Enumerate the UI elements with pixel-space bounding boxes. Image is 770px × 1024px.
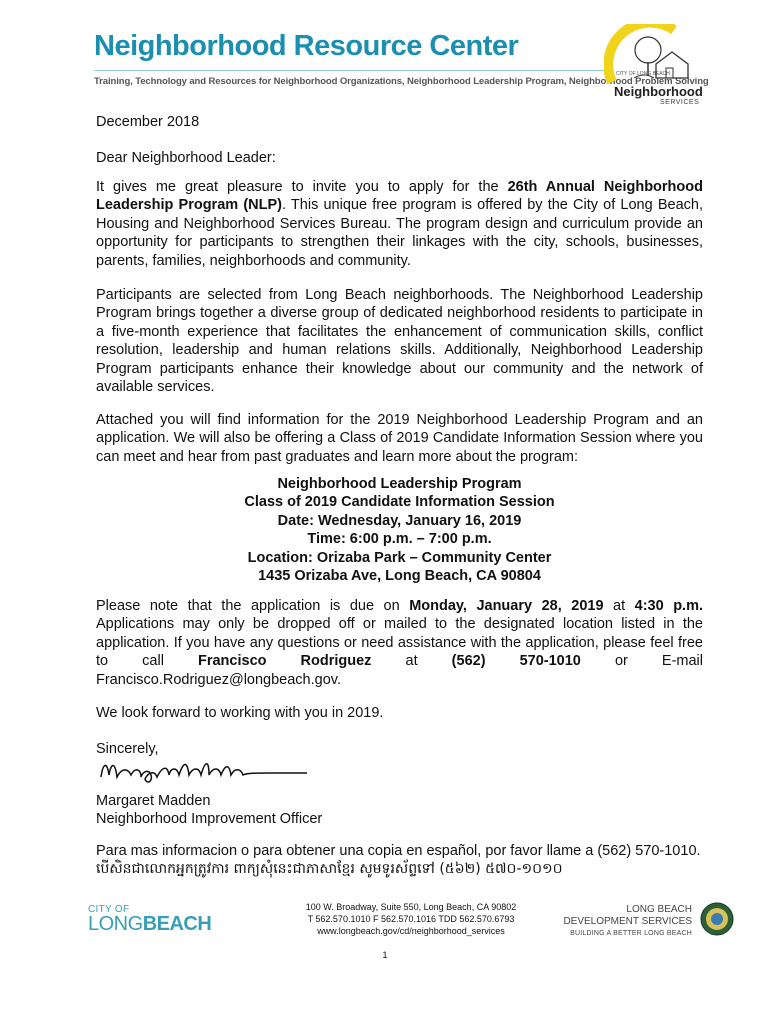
lbds-tagline: BUILDING A BETTER LONG BEACH bbox=[570, 930, 692, 937]
paragraph-intro bbox=[96, 178, 703, 270]
due-date: Monday, January 28, 2019 bbox=[409, 598, 604, 614]
contact-phone: (562) 570-1010 bbox=[451, 653, 581, 670]
letter-date: December 2018 bbox=[96, 114, 200, 130]
spanish-notice: Para mas informacion o para obtener una copia en español, por favor llame a (562) 570-1010. bbox=[96, 843, 701, 859]
letterhead-title: Neighborhood Resource Center bbox=[94, 30, 519, 62]
logo-beach: BEACH bbox=[142, 913, 212, 935]
session-line: Location: Orizaba Park – Community Center bbox=[247, 549, 552, 566]
signer-title: Neighborhood Improvement Officer bbox=[96, 811, 323, 827]
logo-city-text: CITY OF LONG BEACH bbox=[616, 71, 670, 77]
footer-address bbox=[276, 901, 546, 937]
logo-long-beach bbox=[88, 913, 211, 936]
logo-long: LONG bbox=[88, 913, 143, 935]
paragraph-participants: Participants are selected from Long Beach neighborhoods. The Neighborhood Leadership Program brings together a diverse group of dedicated neighborhood residents to participate in a five-month experience that facilitates the enhancement of communication skills, conflict resolution, leadership and human relations skills. Additionally, Neighborhood Leadership Program participants enhance their knowledge about our community and the network of available services. bbox=[96, 287, 703, 396]
city-seal-icon bbox=[700, 902, 734, 936]
closing: Sincerely, bbox=[96, 741, 159, 757]
session-line: Class of 2019 Candidate Information Session bbox=[244, 494, 555, 511]
letterhead-subtitle: Training, Technology and Resources for Neighborhood Organizations, Neighborhood Leadership Program, Neighborhood Problem Solving bbox=[94, 76, 709, 87]
website-link[interactable]: www.longbeach.gov/cd/neighborhood_services bbox=[317, 926, 505, 936]
lbds-line: DEVELOPMENT SERVICES bbox=[563, 916, 692, 927]
intro-text-a: It gives me great pleasure to invite you to apply for the bbox=[96, 179, 508, 195]
paragraph-deadline bbox=[96, 597, 703, 689]
deadline-text-d: or E-mail Francisco.Rodriguez@longbeach.gov. bbox=[96, 653, 703, 688]
deadline-text-b: Applications may only be dropped off or mailed to the designated location listed in the application. If you have any questions or need assistance with the application, please feel free to call bbox=[96, 616, 703, 670]
contact-name: Francisco Rodriguez bbox=[197, 653, 372, 670]
logo-services-text: SERVICES bbox=[660, 99, 700, 106]
logo-neighborhood-text: Neighborhood bbox=[614, 84, 703, 99]
salutation: Dear Neighborhood Leader: bbox=[96, 150, 276, 166]
paragraph-attached: Attached you will find information for the 2019 Neighborhood Leadership Program and an application. We will also be offering a Class of 2019 Candidate Information Session where you can meet and hear from past graduates and learn more about the program: bbox=[96, 412, 703, 465]
session-line: Date: Wednesday, January 16, 2019 bbox=[277, 512, 522, 529]
page-number: 1 bbox=[382, 950, 388, 960]
due-time: 4:30 p.m. bbox=[634, 598, 704, 614]
phone-line: T 562.570.1010 F 562.570.1016 TDD 562.570.6793 bbox=[307, 914, 515, 924]
paragraph-closing-note: We look forward to working with you in 2019. bbox=[96, 705, 384, 721]
session-line: Neighborhood Leadership Program bbox=[277, 476, 522, 492]
address-line: 100 W. Broadway, Suite 550, Long Beach, CA 90802 bbox=[305, 902, 517, 912]
language-notice bbox=[96, 842, 703, 879]
deadline-text-a: Please note that the application is due on bbox=[96, 598, 410, 614]
info-session-block bbox=[96, 475, 703, 585]
lbds-line: LONG BEACH bbox=[626, 904, 692, 915]
program-name: 26th Annual Neighborhood Leadership Program (NLP) bbox=[96, 179, 703, 214]
signature-image bbox=[97, 753, 317, 789]
session-line: Time: 6:00 p.m. – 7:00 p.m. bbox=[307, 531, 492, 548]
session-line: 1435 Orizaba Ave, Long Beach, CA 90804 bbox=[258, 568, 541, 585]
khmer-notice: បើសិនជាលោកអ្នកត្រូវការ ពាក្យសុំនេះជាភាសាខ្មែរ សូមទូរស័ព្ទទៅ (៥៦២) ៥៧០-១០១០ bbox=[96, 861, 563, 878]
development-services-logo bbox=[560, 904, 692, 940]
signer-name: Margaret Madden bbox=[96, 793, 211, 809]
deadline-at: at bbox=[603, 598, 635, 614]
logo-city-of: CITY OF bbox=[88, 904, 130, 915]
intro-text-b: . This unique free program is offered by the City of Long Beach, Housing and Neighborhood Services Bureau. The program design and curriculum provide an opportunity for participants to strengthen their linkages with the city, schools, businesses, parents, families, neighborhoods and community. bbox=[96, 197, 703, 269]
header-divider bbox=[94, 70, 612, 71]
deadline-text-c: at bbox=[371, 653, 452, 670]
city-of-long-beach-logo bbox=[88, 902, 238, 942]
neighborhood-services-logo bbox=[604, 24, 704, 110]
